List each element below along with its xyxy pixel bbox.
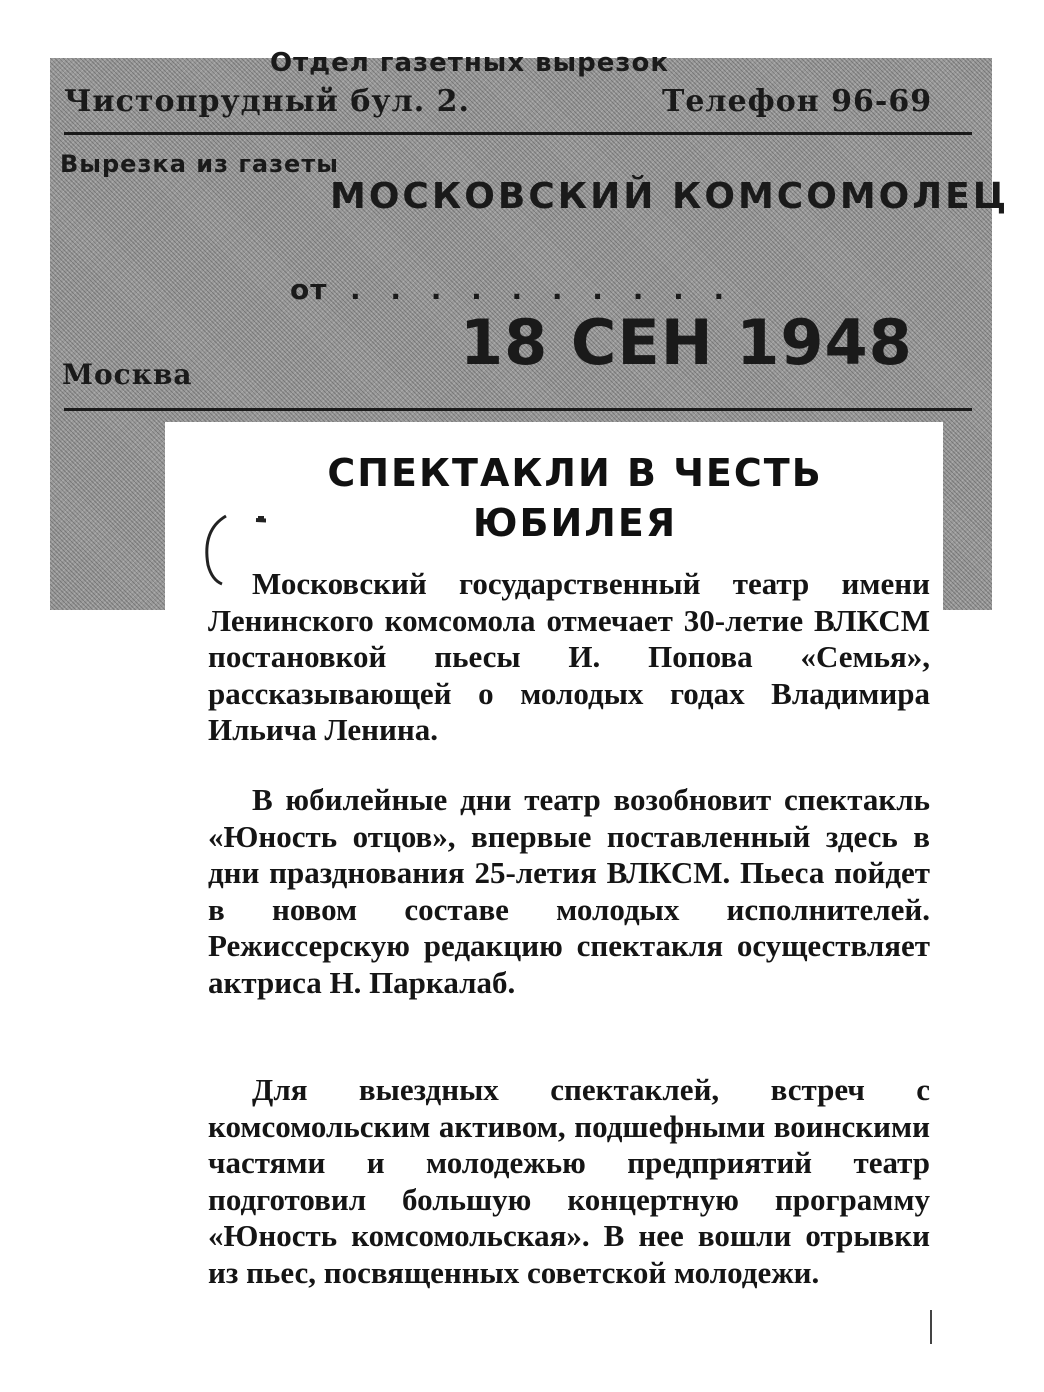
headline-line-1: СПЕКТАКЛИ В ЧЕСТЬ: [327, 451, 823, 495]
article-paragraph: Московский государственный театр имени Ленинского комсомола отмечает 30-летие ВЛКСМ постановкой пьесы И. Попова «Семья», рассказывающей о молодых годах Владимира Ильича Ленина.: [208, 566, 930, 747]
article-headline: [165, 448, 985, 548]
article-paragraph: В юбилейные дни театр возобновит спектакль «Юность отцов», впервые поставленный здесь в дни празднования 25-летия ВЛКСМ. Пьеса пойдет в новом составе молодых исполнителей. Режиссерскую редакцию спектакля осуществляет актриса Н. Паркалаб.: [208, 782, 930, 1000]
date-dots: · · · · · · · · · ·: [350, 280, 735, 313]
city-label: Москва: [62, 358, 193, 391]
clip-label: Вырезка из газеты: [60, 150, 339, 178]
address-label: Чистопрудный бул. 2.: [64, 84, 470, 119]
phone-label: Телефон 96-69: [662, 84, 933, 119]
header-bottom-rule: [64, 408, 972, 411]
headline-line-2: ЮБИЛЕЯ: [472, 501, 678, 545]
header-rule: [64, 132, 972, 135]
column-rule: [930, 1310, 932, 1344]
newspaper-title: МОСКОВСКИЙ КОМСОМОЛЕЦ: [330, 176, 1010, 217]
department-label: Отдел газетных вырезок: [270, 48, 669, 78]
date-stamp: 18 СЕН 1948: [460, 306, 913, 379]
date-from-label: от: [290, 273, 328, 306]
article-paragraph: Для выездных спектаклей, встреч с комсомольским активом, подшефными воинскими частями и молодежью предприятий театр подготовил большую концертную программу «Юность комсомольская». В нее вошли отрывки из пьес, посвященных советской молодежи.: [208, 1072, 930, 1290]
